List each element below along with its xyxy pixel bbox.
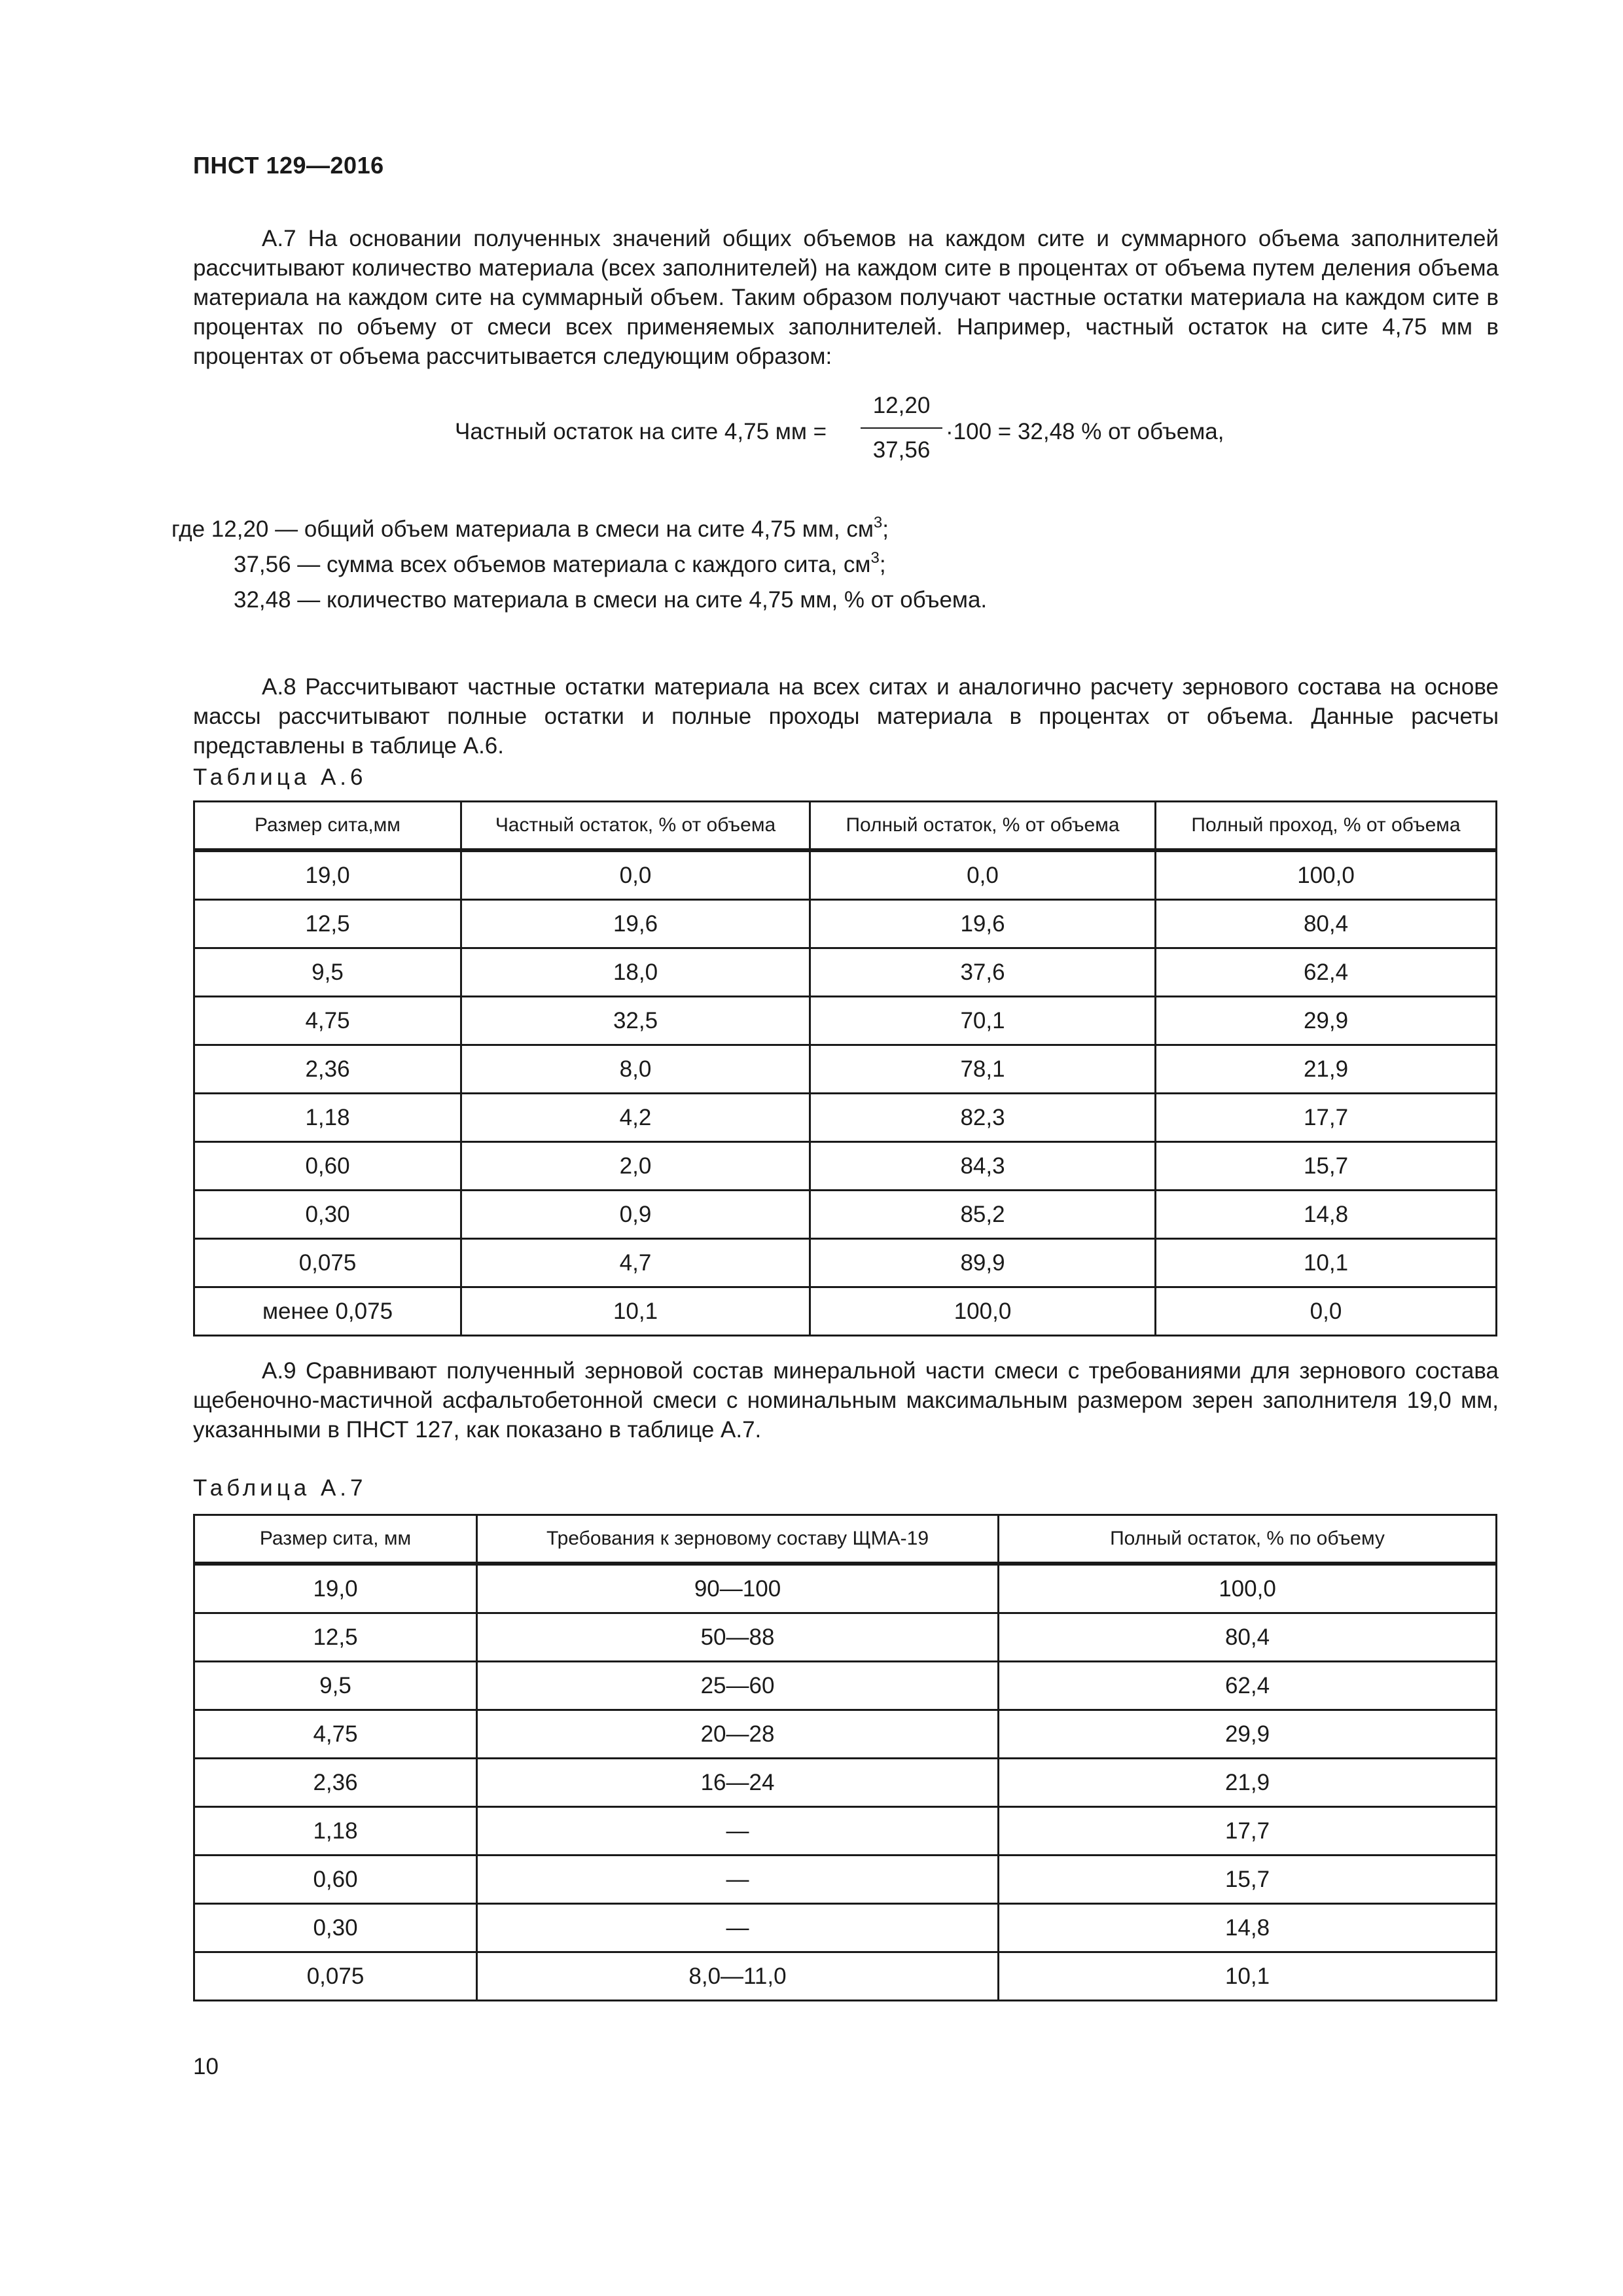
formula-rhs: ·100 = 32,48 % от объема, (946, 419, 1224, 444)
table-cell: 90—100 (477, 1564, 999, 1613)
column-header: Размер сита, мм (194, 1515, 477, 1564)
table-cell: 21,9 (999, 1759, 1497, 1807)
formula-numerator: 12,20 (872, 393, 931, 418)
table-cell: 12,5 (194, 1613, 477, 1662)
table-cell: 4,7 (461, 1239, 810, 1287)
table-cell: 0,60 (194, 1856, 477, 1904)
table-cell: 10,1 (461, 1287, 810, 1336)
paragraph-a7: А.7 На основании полученных значений общих объемов на каждом сите и суммарного объема заполнителей рассчитывают количество материала (всех заполнителей) на каждом сите в процентах от объема путем деления объема материала на каждом сите на суммарный объем. Таким образом получают частные остатки материала на каждом сите в процентах по объему от смеси всех применяемых заполнителей. Например, частный остаток на сите 4,75 мм в процентах от объема рассчитывается следующим образом: (193, 226, 1499, 369)
paragraph-a9: А.9 Сравнивают полученный зерновой состав минеральной части смеси с требованиями для зернового состава щебеночно-мастичной асфальтобетонной смеси с номинальным максимальным размером зерен заполнителя 19,0 мм, указанными в ПНСТ 127, как показано в таблице А.7. (193, 1358, 1499, 1443)
table-cell: 19,6 (810, 900, 1156, 948)
table-a6-body (194, 850, 1497, 1336)
table-cell: 25—60 (477, 1662, 999, 1710)
table-cell: 1,18 (194, 1094, 461, 1142)
table-cell: 89,9 (810, 1239, 1156, 1287)
table-cell: 62,4 (999, 1662, 1497, 1710)
table-header-row (194, 1515, 1497, 1564)
table-cell: 8,0—11,0 (477, 1952, 999, 2001)
table-cell: 19,0 (194, 850, 461, 900)
table-cell: 100,0 (999, 1564, 1497, 1613)
table-cell: 17,7 (999, 1807, 1497, 1856)
table-cell: 12,5 (194, 900, 461, 948)
table-cell: 29,9 (999, 1710, 1497, 1759)
table-cell: 0,30 (194, 1904, 477, 1952)
table-row (194, 1807, 1497, 1856)
table-row (194, 1287, 1497, 1336)
table-cell: 1,18 (194, 1807, 477, 1856)
table-a7-body (194, 1564, 1497, 2001)
table-cell: 0,0 (1156, 1287, 1497, 1336)
table-cell: 32,5 (461, 997, 810, 1045)
table-cell: 84,3 (810, 1142, 1156, 1191)
table-cell: — (477, 1807, 999, 1856)
table-cell: 0,0 (461, 850, 810, 900)
table-cell: 16—24 (477, 1759, 999, 1807)
table-cell: 8,0 (461, 1045, 810, 1094)
table-cell: — (477, 1856, 999, 1904)
table-cell: 70,1 (810, 997, 1156, 1045)
table-cell: 17,7 (1156, 1094, 1497, 1142)
table-cell: 4,2 (461, 1094, 810, 1142)
table-cell: 14,8 (1156, 1191, 1497, 1239)
table-cell: 50—88 (477, 1613, 999, 1662)
table-header-row (194, 802, 1497, 851)
table-cell: 19,6 (461, 900, 810, 948)
table-row (194, 1710, 1497, 1759)
table-row (194, 1856, 1497, 1904)
table-cell: 0,9 (461, 1191, 810, 1239)
where-line-1 (171, 514, 889, 544)
table-cell: 21,9 (1156, 1045, 1497, 1094)
table-cell: 4,75 (194, 997, 461, 1045)
where-line-2-text: 37,56 — сумма всех объемов материала с каждого сита, см (234, 552, 871, 577)
table-cell: 14,8 (999, 1904, 1497, 1952)
column-header: Частный остаток, % от объема (461, 802, 810, 851)
table-row (194, 1613, 1497, 1662)
where-line-1-end: ; (882, 516, 889, 542)
table-cell: 15,7 (999, 1856, 1497, 1904)
table-a6 (193, 800, 1497, 1336)
table-cell: 78,1 (810, 1045, 1156, 1094)
table-cell: 15,7 (1156, 1142, 1497, 1191)
where-line-3: 32,48 — количество материала в смеси на сите 4,75 мм, % от объема. (234, 587, 988, 613)
table-cell: 4,75 (194, 1710, 477, 1759)
table-row (194, 1662, 1497, 1710)
table-cell: 82,3 (810, 1094, 1156, 1142)
table-cell: 18,0 (461, 948, 810, 997)
table-row (194, 997, 1497, 1045)
table-a7 (193, 1514, 1497, 2001)
table-row (194, 900, 1497, 948)
column-header: Требования к зерновому составу ЩМА-19 (477, 1515, 999, 1564)
table-cell: 10,1 (1156, 1239, 1497, 1287)
table-cell: 37,6 (810, 948, 1156, 997)
table-a7-caption: Таблица А.7 (193, 1475, 367, 1501)
table-cell: 100,0 (1156, 850, 1497, 900)
superscript: 3 (873, 514, 883, 531)
table-cell: 62,4 (1156, 948, 1497, 997)
table-cell: 29,9 (1156, 997, 1497, 1045)
table-cell: менее 0,075 (194, 1287, 461, 1336)
table-cell: 19,0 (194, 1564, 477, 1613)
superscript: 3 (870, 549, 880, 567)
table-row (194, 1142, 1497, 1191)
fraction-bar (861, 427, 942, 429)
table-cell: 0,30 (194, 1191, 461, 1239)
table-cell: 2,36 (194, 1759, 477, 1807)
table-cell: 2,0 (461, 1142, 810, 1191)
column-header: Полный проход, % от объема (1156, 802, 1497, 851)
table-row (194, 1952, 1497, 2001)
where-line-2-end: ; (879, 552, 886, 577)
where-line-1-text: где 12,20 — общий объем материала в смеси на сите 4,75 мм, см (171, 516, 874, 542)
table-cell: 10,1 (999, 1952, 1497, 2001)
column-header: Полный остаток, % по объему (999, 1515, 1497, 1564)
table-cell: 0,075 (194, 1952, 477, 2001)
table-cell: 0,075 (194, 1239, 461, 1287)
where-line-2 (234, 550, 886, 579)
table-cell: 20—28 (477, 1710, 999, 1759)
table-cell: 9,5 (194, 1662, 477, 1710)
table-row (194, 850, 1497, 900)
table-cell: — (477, 1904, 999, 1952)
table-cell: 80,4 (999, 1613, 1497, 1662)
column-header: Размер сита,мм (194, 802, 461, 851)
table-cell: 2,36 (194, 1045, 461, 1094)
table-row (194, 1239, 1497, 1287)
table-row (194, 1759, 1497, 1807)
table-row (194, 1094, 1497, 1142)
paragraph-a8: А.8 Рассчитывают частные остатки материала на всех ситах и аналогично расчету зернового состава на основе массы рассчитывают полные остатки и полные проходы материала в процентах от объема. Данные расчеты представлены в таблице А.6. (193, 674, 1499, 759)
table-row (194, 1191, 1497, 1239)
formula (0, 393, 1623, 471)
formula-denominator: 37,56 (872, 437, 931, 463)
table-cell: 0,60 (194, 1142, 461, 1191)
table-row (194, 1564, 1497, 1613)
table-row (194, 948, 1497, 997)
table-row (194, 1045, 1497, 1094)
page-number: 10 (193, 2054, 219, 2079)
table-cell: 9,5 (194, 948, 461, 997)
table-row (194, 1904, 1497, 1952)
table-cell: 85,2 (810, 1191, 1156, 1239)
table-cell: 80,4 (1156, 900, 1497, 948)
table-a6-caption: Таблица А.6 (193, 764, 367, 790)
column-header: Полный остаток, % от объема (810, 802, 1156, 851)
table-cell: 100,0 (810, 1287, 1156, 1336)
document-id: ПНСТ 129—2016 (193, 152, 384, 179)
formula-lhs: Частный остаток на сите 4,75 мм = (455, 419, 827, 444)
table-cell: 0,0 (810, 850, 1156, 900)
